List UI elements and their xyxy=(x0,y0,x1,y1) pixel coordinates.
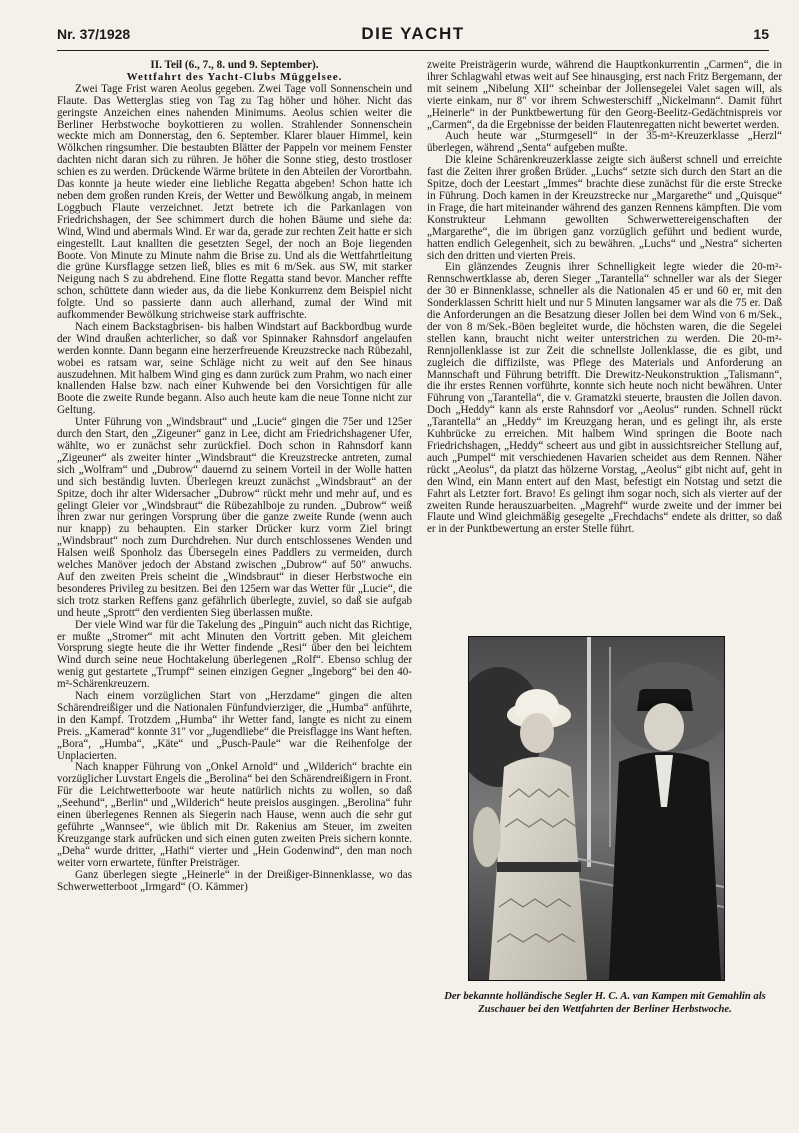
header-rule xyxy=(57,50,769,51)
article-paragraph: Zwei Tage Frist waren Aeolus gegeben. Zwei Tage voll Sonnenschein und Flaute. Das Wetterglas stieg von Tag zu Tag höher und höher. Nicht das geringste Anzeichen eines nahenden Minimums. Aeolus schien weiter die Berliner Herbstwoche boykottieren zu wollen. Strahlender Sonnenschein weckte mich am Donnerstag, den 6. September. Klarer blauer Himmel, kein Wölkchen ringsumher. Die bestaubten Blätter der Pappeln vor meinem Fenster dachten nicht daran sich zu rühren. Je höher die Sonne stieg, desto trostloser schien es zu werden. Drückende Wärme brütete in den Abteilen der Vorortbahn. Das konnte ja heute wieder eine liebliche Regatta abgeben! Schon hatte ich neben dem großen runden Kreis, der Wetter und Bewölkung angab, in meinem Loggbuch Flaute verzeichnet. Jetzt betrete ich die Parkanlagen von Friedrichshagen, der See schimmert durch die hohen Bäume und siehe da: Wind, Wind und abermals Wind. Er war da, gerade zur rechten Zeit hatte er sich eingestellt. Laut knallten die gesetzten Segel, der noch an Boje liegenden Boote. Von Minute zu Minute nahm die Brise zu. Und als die Wettfahrtleitung die grüne Kursflagge setzen ließ, blies es mit 6 m/Sek. aus SW, mit starker Neigung nach S zu abdrehend. Eine flotte Regatta stand bevor. Mancher reffte schon, schüttete dann wieder aus, da die liebe Konkurrenz dem Beispiel nicht folgte. Und so passierte dann auch allerhand, zumal der Wind mit aufkommender Bewölkung strichweise stark auffrischte. xyxy=(57,82,412,322)
article-paragraph: Nach knapper Führung von „Onkel Arnold“ und „Wilderich“ brachte ein vorzüglicher Luvstart Engels die „Berolina“ bei den Schärendreißigern in Front. Für die Leichtwetterboote war heute natürlich nichts zu wollen, so daß „Seehund“, „Berlin“ und „Wilderich“ heute preislos ausgingen. „Berolina“ fuhr einen überlegenes Rennen als Siegerin nach Hause, wenn auch die sehr gut geführte „Wannsee“, wie üblich mit Dr. Rakenius am Steuer, im zweiten Kreuzgange stark aufrücken und sich einen guten zweiten Preis sichern konnte. „Deha“ wurde dritter, „Hathi“ vierter und „Hein Godenwind“, den man noch weiter vorn erwartete, fünfter Preisträger. xyxy=(57,761,412,869)
article-paragraph: Die kleine Schärenkreuzerklasse zeigte sich äußerst schnell und erreichte fast die Zeiten ihrer großen Brüder. „Luchs“ setzte sich durch den Start an die Spitze, doch der Leestart „Immes“ brachte diese zunächst für die erste Strecke in Führung. Doch kamen in der Kreuzstrecke nur „Margarethe“ und „Quisque“ in Frage, die hart miteinander während des ganzen Rennens kämpften. Die vom Konstrukteur Lehmann gewollten Schwerwettereigenschaften der „Margarethe“, die im übrigen ganz vorzüglich geführt und bedient wurde, hatten endlich Gelegenheit, sich zu bewähren. „Luchs“ und „Nestra“ sicherten sich den dritten und vierten Preis. xyxy=(427,154,782,262)
page-number: 15 xyxy=(753,26,769,42)
issue-number: Nr. 37/1928 xyxy=(57,26,131,42)
right-column xyxy=(427,60,782,536)
section-subtitle: Wettfahrt des Yacht-Clubs Müggelsee. xyxy=(126,70,343,83)
photo-caption: Der bekannte holländische Segler H. C. A. van Kampen mit Gemahlin als Zuschauer bei den Wettfahrten der Berliner Herbstwoche. xyxy=(444,991,766,1015)
article-paragraph: zweite Preisträgerin wurde, während die Hauptkonkurrentin „Carmen“, die in ihrer Schlagwahl etwas weit auf See hinausging, erst nach Fritz Bergemann, der mit seinem „Nibelung XII“ scheinbar der Jollensegelei Valet sagen will, als vierte einkam, nur 8" vor ihrem Schwesterschiff „Nickelmann“. Damit führt „Heinerle“ in der Punktbewertung für den Georg-Beelitz-Gedächtnispreis vor „Carmen“, da die Ergebnisse der beiden Flautenregatten nicht bewertet werden. xyxy=(427,59,782,131)
magazine-title: DIE YACHT xyxy=(361,24,465,43)
article-paragraph: Der viele Wind war für die Takelung des „Pinguin“ auch nicht das Richtige, er mußte „Stromer“ mit acht Minuten den Vortritt geben. Mit gleichem Vorsprung siegte heute die ihr Wetter findende „Resi“ über den bei leichtem Wind durch seine neue Hochtakelung überlegenen „Rolf“. Ebenso schlug der wenig gut gestartete „Trumpf“ seinen einzigen Gegner „Ingeborg“ bei den 40-m²-Schärenkreuzern. xyxy=(57,618,412,691)
article-paragraph: Ganz überlegen siegte „Heinerle“ in der Dreißiger-Binnenklasse, wo das Schwerwetterboot „Irmgard“ (O. Kämmer) xyxy=(57,868,412,893)
article-paragraph: Nach einem vorzüglichen Start von „Herzdame“ gingen die alten Schärendreißiger und die Nationalen Fünfundvierziger, die „Humba“ anführte, in den Kampf. Trotzdem „Humba“ ihr Wetter fand, langte es nicht zu einem Preis. „Kamerad“ konnte 31" vor „Jugendliebe“ die Preisflagge ins Want heften. „Bora“, „Humba“, „Käte“ und „Pusch-Paule“ war die Reihenfolge der Unplacierten. xyxy=(57,690,412,762)
article-paragraph: Unter Führung von „Windsbraut“ und „Lucie“ gingen die 75er und 125er durch den Start, den „Zigeuner“ ganz in Lee, dicht am Friedrichshagener Ufer, wählte, wo er zunächst sehr zurückfiel. Doch schon in Rahnsdorf kann „Zigeuner“ als zweiter hinter „Windsbraut“ die Kreuzstrecke antreten, zumal sich „Wolfram“ und „Dubrow“ dauernd zu seinem Vorteil in der Wolle hatten und sich beständig luvten. Überlegen kreuzt zunächst „Windsbraut“ an der Spitze, doch ihr alter Widersacher „Dubrow“ rückt mehr und mehr auf, und es gelingt Gleier vor „Windsbraut“ die Rübezahlboje zu runden. „Dubrow“ weiß ihren zwar nur geringen Vorsprung über die ganze zweite Runde (wenn auch nur knapp) zu behaupten. Ein starker Drücker kurz vorm Ziel bringt „Windsbraut“ noch zum Durchdrehen. Nur durch entschlossenes Wenden und Halsen weiß Sponholz das Übersegeln eines Paddlers zu vermeiden, durch welches Manöver jedoch der Abstand zwischen „Dubrow“ auf 50" anwuchs. Auf den zweiten Preis scheint die „Windsbraut“ in dieser Herbstwoche ein besonderes Privileg zu besitzen. Bei den 125ern war das Wetter für „Lucie“, die sich trotz starken Reffens ganz gefährlich überlegte, zuviel, so daß sie aufgab und heute „Sprott“ den verdienten Sieg überlassen mußte. xyxy=(57,416,412,619)
page-header xyxy=(57,24,769,50)
photo-couple xyxy=(468,636,725,981)
article-paragraph: Ein glänzendes Zeugnis ihrer Schnelligkeit legte wieder die 20-m²-Rennschwertklasse ab, deren Sieger „Tarantella“ schneller war als der Sieger der 30 er Binnenklasse, schneller als die Nationalen 45 er und 60 er, mit den Sonderklassen Schritt hielt und nur 5 Minuten langsamer war als die 75 er. Daß die Anforderungen an die Besatzung dieser Jollen bei dem Wind von 6 m/Sek., der von 8 m/Sek.-Böen begleitet wurde, die höchsten waren, die die Segelei stellen kann, braucht nicht weiter unterstrichen zu werden. Die 20-m²-Rennjollenklasse ist zur Zeit die schnellste Jollenklasse, die es gibt, und zugleich die diffizilste, was Pflege des Materials und Anforderung an Mannschaft und Führung betrifft. Die Drewitz-Neukonstruktion „Talismann“, die ihr erstes Rennen vorführte, konnte sich heute noch nicht bewähren. Unter Führung von „Tarantella“, die v. Gramatzki steuerte, brausten die Jollen davon. Doch „Heddy“ kann als erste Rahnsdorf vor „Aeolus“ runden. Schnell rückt „Tarantella“ an „Heddy“ im Kreuzgang heran, und es gelingt ihr, als erste Kuhbrücke zu erreichen. Mit halbem Wind springen die Boote nach Friedrichshagen, „Heddy“ scheert aus und gibt in aussichtsreicher Stellung auf, auch „Pumpel“ mit verschiedenen Havarien scheidet aus dem Rennen. Näher rückt „Aeolus“, da platzt das hölzerne Vorstag, „Aeolus“ gibt nicht auf, geht in den Wind, ein Mann entert auf den Mast, befestigt ein Notstag und setzt die Fahrt als Letzter fort. Bravo! Es gelingt ihm sogar noch, sich als vierter auf der zweiten Runde herauszuarbeiten. „Magrehf“ wurde zweite und der immer bei Flaute und Wind gleichmäßig gesegelte „Frechdachs“ endete als dritter, so daß er in der Punktbewertung an erster Stelle führt. xyxy=(427,261,782,536)
left-column xyxy=(57,60,412,893)
photo-image xyxy=(469,637,724,980)
article-paragraph: Nach einem Backstagbrisen- bis halben Windstart auf Backbordbug wurde der Wind draußen achterlicher, so daß vor Spinnaker Rahnsdorf angelaufen werden konnte. Dann begann eine herzerfreuende Kreuzstrecke nach Rübezahl, wobei es ratsam war, seine Schläge nicht zu weit auf den See hinaus auszudehnen. Mit halbem Wind ging es dann zurück zum Prahm, wo nach einer knallenden Halse bzw. nach einer Kuhwende bei den Vorsichtigen für alle Boote die zweite Runde begann. Also auch heute kam die neue Tonne nicht zur Geltung. xyxy=(57,320,412,417)
article-paragraph: Auch heute war „Sturmgesell“ in der 35-m²-Kreuzerklasse „Herzl“ überlegen, während „Senta“ aufgeben mußte. xyxy=(427,130,782,155)
section-title: II. Teil (6., 7., 8. und 9. September). xyxy=(150,59,319,71)
